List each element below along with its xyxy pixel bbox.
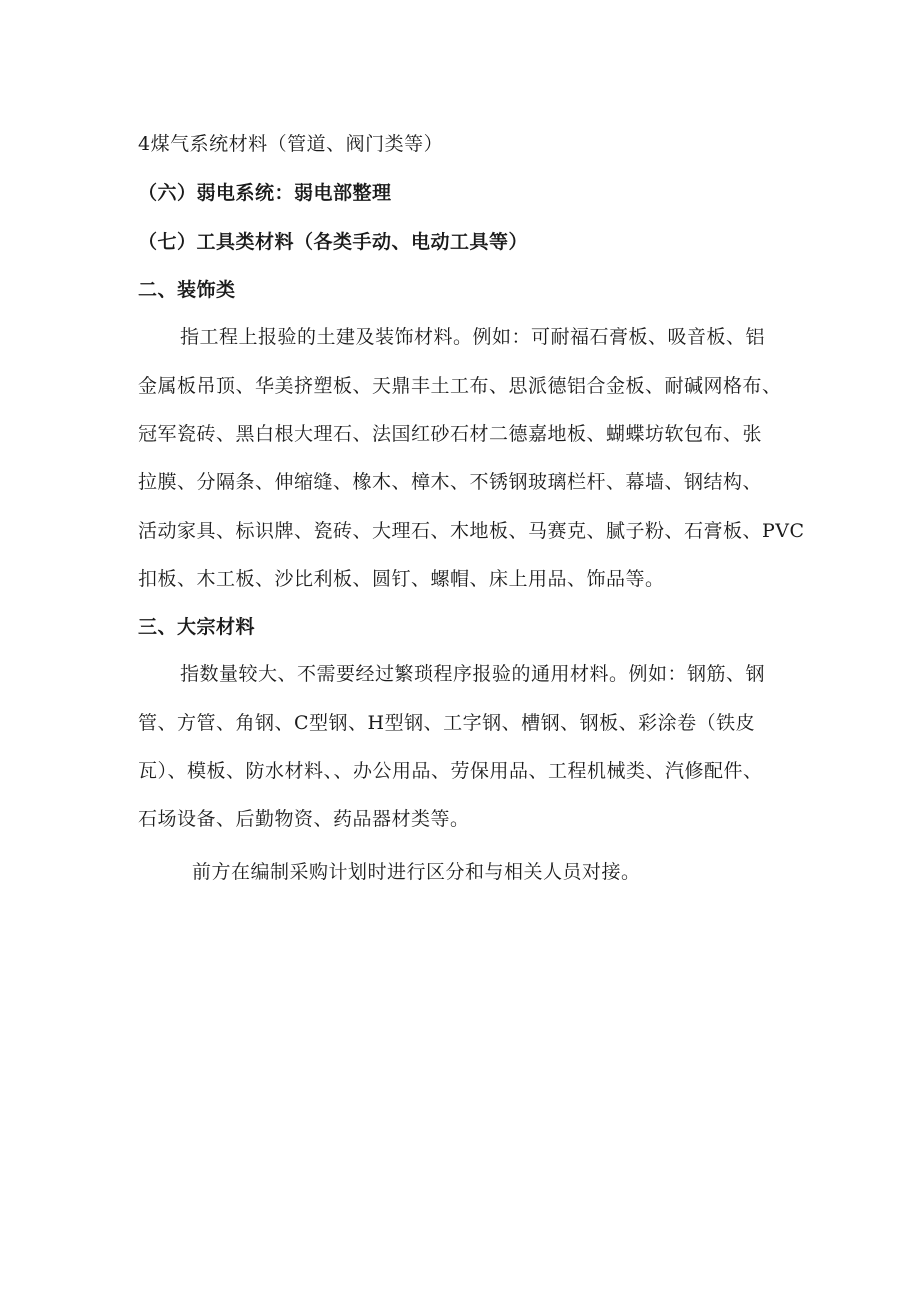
- closing-note: 前方在编制采购计划时进行区分和与相关人员对接。: [192, 861, 641, 883]
- paragraph-line: 指数量较大、不需要经过繁琐程序报验的通用材料。例如：钢筋、钢: [180, 663, 766, 685]
- section-heading-bulk-materials: 三、大宗材料: [138, 616, 256, 638]
- paragraph-line: 石场设备、后勤物资、药品器材类等。: [138, 808, 470, 830]
- section-heading-decoration: 二、装饰类: [138, 279, 236, 301]
- paragraph-line: 管、方管、角钢、C型钢、H型钢、工字钢、槽钢、钢板、彩涂卷（铁皮: [138, 712, 756, 734]
- paragraph-line: 扣板、木工板、沙比利板、圆钉、螺帽、床上用品、饰品等。: [138, 568, 665, 590]
- text-line-gas-materials: 4煤气系统材料（管道、阀门类等）: [138, 133, 444, 155]
- heading-tool-materials: （七）工具类材料（各类手动、电动工具等）: [138, 231, 529, 253]
- paragraph-line: 金属板吊顶、华美挤塑板、天鼎丰土工布、思派德铝合金板、耐碱网格布、: [138, 375, 782, 397]
- heading-weak-current: （六）弱电系统：弱电部整理: [138, 182, 392, 204]
- paragraph-line: 指工程上报验的土建及装饰材料。例如：可耐福石膏板、吸音板、铝: [180, 326, 766, 348]
- paragraph-line: 拉膜、分隔条、伸缩缝、橡木、樟木、不锈钢玻璃栏杆、幕墙、钢结构、: [138, 471, 763, 493]
- paragraph-line: 瓦）、模板、防水材料、、办公用品、劳保用品、工程机械类、汽修配件、: [138, 760, 763, 782]
- paragraph-line: 冠军瓷砖、黑白根大理石、法国红砂石材二德嘉地板、蝴蝶坊软包布、张: [138, 423, 763, 445]
- paragraph-line: 活动家具、标识牌、瓷砖、大理石、木地板、马赛克、腻子粉、石膏板、PVC: [138, 520, 805, 542]
